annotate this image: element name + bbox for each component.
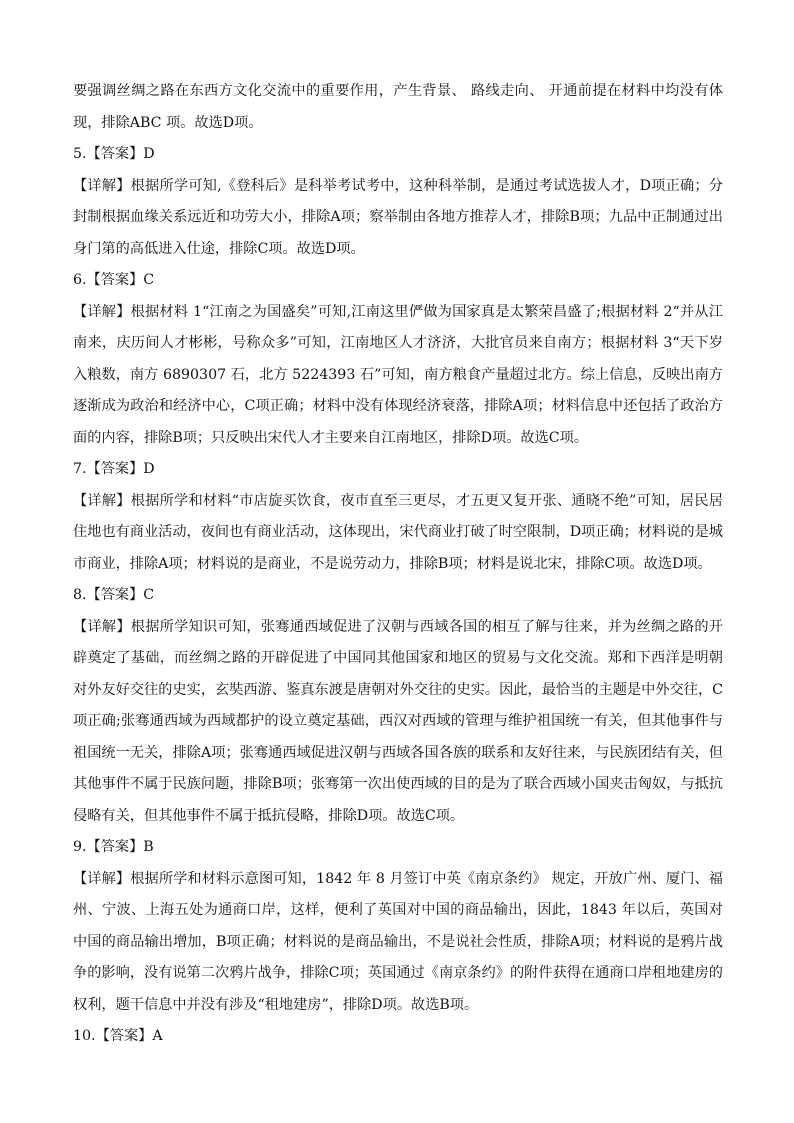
answer-q9: 9.【答案】B — [73, 839, 154, 855]
answer-q5: 5.【答案】D — [73, 146, 155, 162]
paragraph-q7-explanation: 【详解】根据所学和材料“市店旋买饮食，夜市直至三更尽，才五更又复开张、通晓不绝”可知，居民居住地也有商业活动，夜间也有商业活动，这体现出，宋代商业打破了时空限制，D项正确；材料说的是城市商业，排除A项；材料说的是商业，不是说劳动力，排除B项；材料是说北宋，排除C项。故选D项。 — [73, 492, 723, 572]
answer-q8: 8.【答案】C — [73, 587, 155, 603]
answer-q10: 10.【答案】A — [73, 1028, 163, 1044]
paragraph-q6-explanation: 【详解】根据材料 1“江南之为国盛矣”可知,江南这里俨做为国家真是太繁荣昌盛了;根据材料 2“并从江南来，庆历间人才彬彬，号称众多”可知，江南地区人才济济，大批官员来自南方；根据材料 3“天下岁入粮数，南方 6890307 石，北方 5224393 石”可知，南方粮食产量超过北方。综上信息，反映出南方逐渐成为政治和经济中心，C项正确；材料中没有体现经济衰落，排除A项；材料信息中还包括了政治方面的内容，排除B项；只反映出宋代人才主要来自江南地区，排除D项。故选C项。 — [73, 303, 723, 446]
paragraph-q9-explanation: 【详解】根据所学和材料示意图可知，1842 年 8 月签订中英《南京条约》 规定，开放广州、厦门、福州、宁波、上海五处为通商口岸，这样，便利了英国对中国的商品输出，因此，1843 年以后，英国对中国的商品输出增加，B项正确；材料说的是商品输出，不是说社会性质，排除A项；材料说的是鸦片战争的影响，没有说第二次鸦片战争，排除C项；英国通过《南京条约》的附件获得在通商口岸租地建房的权利，题干信息中并没有涉及“租地建房”，排除D项。故选B项。 — [73, 870, 723, 1013]
answer-q7: 7.【答案】D — [73, 461, 155, 477]
paragraph-q5-explanation: 【详解】根据所学可知,《登科后》是科举考试考中，这种科举制，是通过考试选拔人才，D项正确；分封制根据血缘关系远近和功劳大小，排除A项；察举制由各地方推荐人才，排除B项；九品中正制通过出身门第的高低进入仕途，排除C项。故选D项。 — [73, 177, 723, 257]
paragraph-q4-explanation-end: 要强调丝绸之路在东西方文化交流中的重要作用，产生背景、 路线走向、 开通前提在材料中均没有体现，排除ABC 项。故选D项。 — [73, 83, 723, 131]
answer-document — [73, 76, 723, 1053]
paragraph-q8-explanation: 【详解】根据所学知识可知，张骞通西域促进了汉朝与西域各国的相互了解与往来，并为丝绸之路的开辟奠定了基础，而丝绸之路的开辟促进了中国同其他国家和地区的贸易与文化交流。郑和下西洋是明朝对外友好交往的史实，玄奘西游、鉴真东渡是唐朝对外交往的史实。因此，最恰当的主题是中外交往，C项正确;张骞通西域为西域都护的设立奠定基础，西汉对西域的管理与维护祖国统一有关，但其他事件与祖国统一无关，排除A项；张骞通西域促进汉朝与西域各国各族的联系和友好往来，与民族团结有关，但其他事件不属于民族问题，排除B项；张骞第一次出使西域的目的是为了联合西域小国夹击匈奴，与抵抗侵略有关，但其他事件不属于抵抗侵略，排除D项。故选C项。 — [73, 618, 723, 824]
answer-q6: 6.【答案】C — [73, 272, 155, 288]
